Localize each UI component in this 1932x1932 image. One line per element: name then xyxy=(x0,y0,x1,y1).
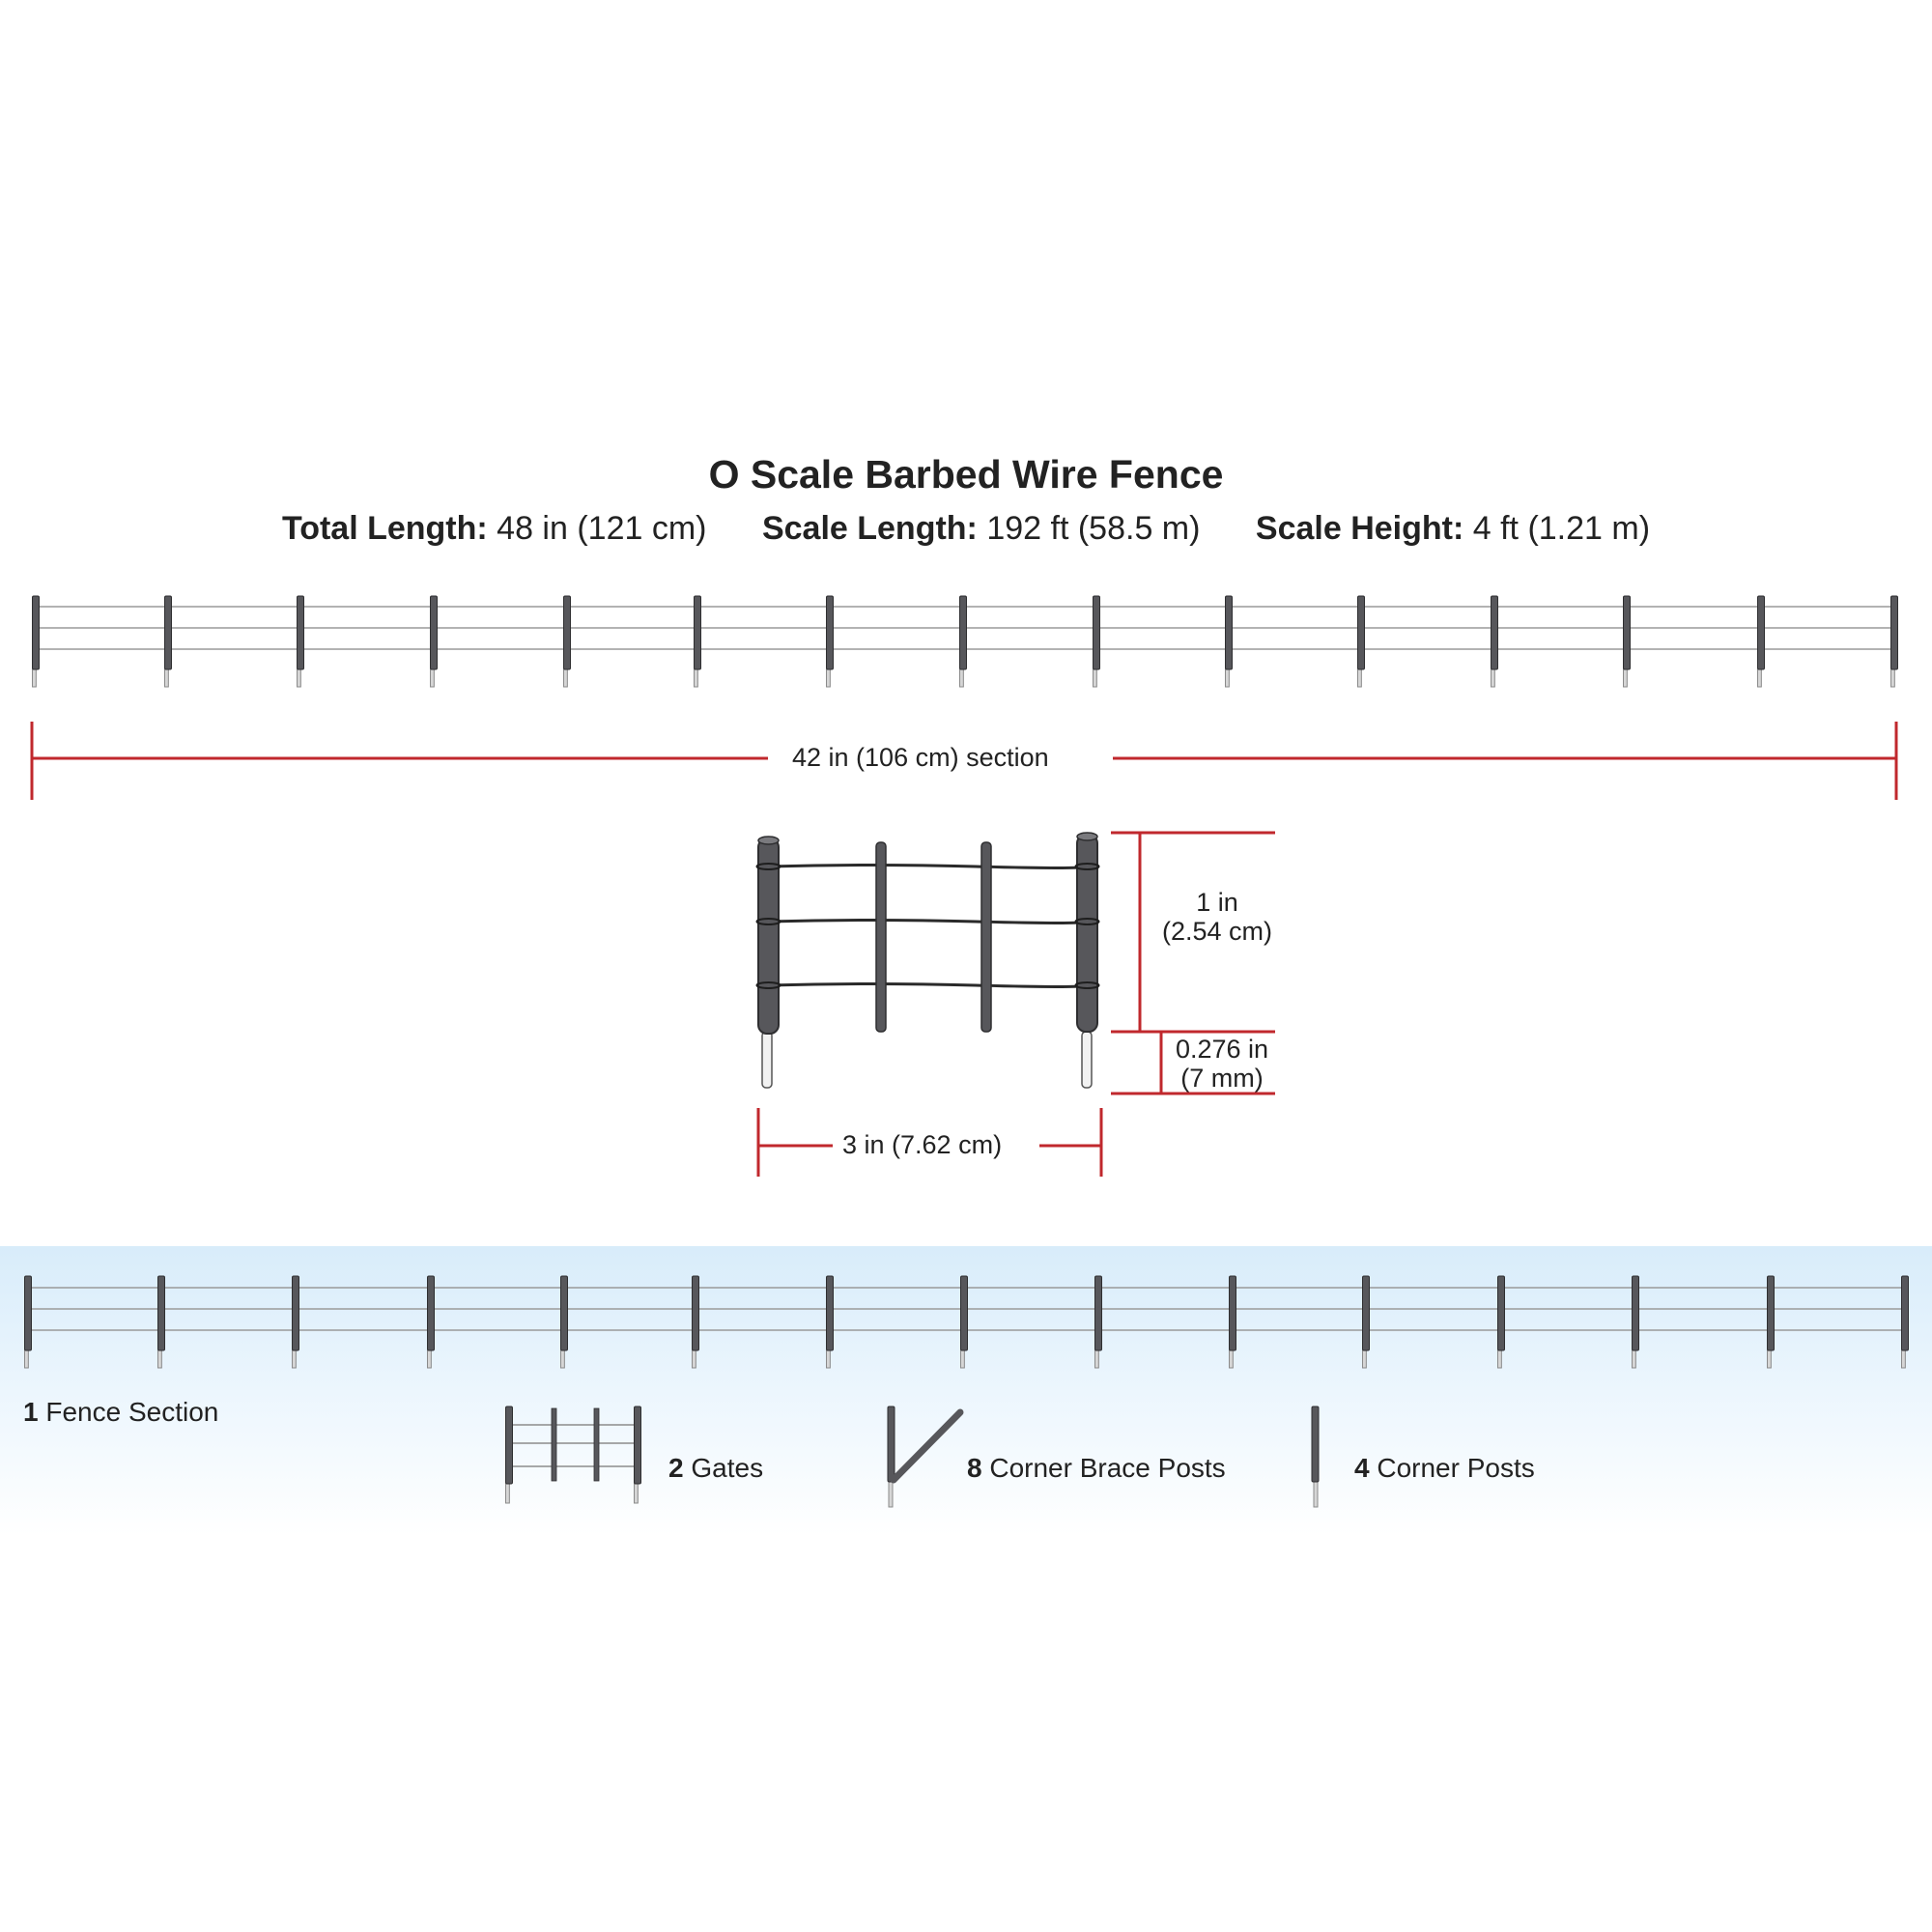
fence-post xyxy=(1758,596,1765,669)
part-gates-label xyxy=(668,1453,763,1484)
post-peg xyxy=(564,669,568,687)
gate-detail xyxy=(757,833,1099,1088)
fence-post xyxy=(1498,1276,1505,1350)
gate-end-post-cap xyxy=(1077,833,1097,840)
fence-post xyxy=(827,596,834,669)
fence-post xyxy=(25,1276,32,1350)
post-peg xyxy=(960,669,964,687)
brace-bar-icon xyxy=(894,1412,960,1480)
gate-end-post xyxy=(758,838,779,1034)
post-peg xyxy=(827,1350,831,1368)
post-peg xyxy=(293,1350,297,1368)
fence-post xyxy=(1358,596,1365,669)
corner-post-icon xyxy=(1312,1406,1319,1482)
post-peg xyxy=(1758,669,1762,687)
post-peg xyxy=(561,1350,565,1368)
gate-stay xyxy=(876,842,886,1032)
post-peg xyxy=(1230,1350,1234,1368)
gate-end-post-cap xyxy=(758,837,779,844)
part-fence-section-label xyxy=(23,1397,218,1428)
gate-wire xyxy=(769,921,1088,923)
corner-brace-post-icon xyxy=(888,1406,895,1482)
spec-value: 4 ft (1.21 m) xyxy=(1472,510,1651,547)
fence-post xyxy=(693,1276,699,1350)
fence-post xyxy=(33,596,40,669)
part-qty: 1 xyxy=(23,1397,39,1427)
post-peg xyxy=(693,1350,696,1368)
gate-icon-stay xyxy=(594,1408,599,1481)
fence-post xyxy=(564,596,571,669)
section-length-label: 42 in (106 cm) section xyxy=(792,743,1049,772)
corner-post-peg xyxy=(1314,1482,1318,1507)
fence-post xyxy=(158,1276,165,1350)
fence-section-parts xyxy=(25,1276,1909,1368)
post-peg xyxy=(1902,1350,1906,1368)
fence-post xyxy=(695,596,701,669)
post-peg xyxy=(298,669,301,687)
fence-post xyxy=(165,596,172,669)
part-qty: 8 xyxy=(967,1453,982,1483)
fence-post xyxy=(1902,1276,1909,1350)
post-peg xyxy=(165,669,169,687)
part-name: Corner Brace Posts xyxy=(989,1453,1226,1483)
post-peg xyxy=(506,1484,510,1503)
post-peg xyxy=(428,1350,432,1368)
gate-post-peg xyxy=(1082,1032,1092,1088)
fence-section-top xyxy=(33,596,1898,687)
part-name: Gates xyxy=(691,1453,764,1483)
post-peg xyxy=(1624,669,1628,687)
part-corner-posts-label xyxy=(1354,1453,1535,1484)
post-peg xyxy=(1094,669,1097,687)
post-peg xyxy=(827,669,831,687)
gate-stay xyxy=(981,842,991,1032)
post-peg xyxy=(961,1350,965,1368)
spec-value: 192 ft (58.5 m) xyxy=(986,510,1201,547)
fence-post xyxy=(506,1406,513,1484)
brace-post-peg xyxy=(889,1482,893,1507)
fence-post xyxy=(961,1276,968,1350)
post-peg xyxy=(1363,1350,1367,1368)
spec-value: 48 in (121 cm) xyxy=(497,510,707,547)
gate-wire xyxy=(769,866,1088,868)
spec-label: Total Length: xyxy=(281,510,488,547)
post-peg xyxy=(1095,1350,1099,1368)
post-peg xyxy=(1358,669,1362,687)
peg-length-metric: (7 mm) xyxy=(1180,1063,1264,1093)
fence-post xyxy=(635,1406,641,1484)
part-qty: 4 xyxy=(1354,1453,1370,1483)
spec-label: Scale Height: xyxy=(1255,510,1464,547)
page-title: O Scale Barbed Wire Fence xyxy=(708,452,1224,497)
post-peg xyxy=(1768,1350,1772,1368)
post-peg xyxy=(25,1350,29,1368)
gate-height-metric: (2.54 cm) xyxy=(1161,916,1273,946)
dimension-lines xyxy=(32,722,1896,1177)
post-peg xyxy=(1498,1350,1502,1368)
fence-post xyxy=(1633,1276,1639,1350)
post-peg xyxy=(1492,669,1495,687)
fence-post xyxy=(1891,596,1898,669)
fence-post xyxy=(827,1276,834,1350)
part-qty: 2 xyxy=(668,1453,684,1483)
fence-post xyxy=(293,1276,299,1350)
fence-post xyxy=(1094,596,1100,669)
post-peg xyxy=(158,1350,162,1368)
fence-post xyxy=(431,596,438,669)
peg-length-label xyxy=(1164,1036,1280,1093)
post-peg xyxy=(695,669,698,687)
post-peg xyxy=(635,1484,639,1503)
post-peg xyxy=(431,669,435,687)
part-name: Corner Posts xyxy=(1377,1453,1535,1483)
fence-post xyxy=(1226,596,1233,669)
gate-wire xyxy=(769,984,1088,987)
fence-post xyxy=(1624,596,1631,669)
fence-post xyxy=(1230,1276,1236,1350)
post-peg xyxy=(1226,669,1230,687)
gate-height-label xyxy=(1154,889,1280,946)
post-peg xyxy=(1891,669,1895,687)
fence-post xyxy=(960,596,967,669)
part-name: Fence Section xyxy=(45,1397,219,1427)
gate-width-label: 3 in (7.62 cm) xyxy=(842,1130,1003,1159)
fence-post xyxy=(1768,1276,1775,1350)
fence-post xyxy=(1363,1276,1370,1350)
gate-icon-stay xyxy=(552,1408,556,1481)
fence-post xyxy=(1095,1276,1102,1350)
fence-post xyxy=(298,596,304,669)
fence-post xyxy=(428,1276,435,1350)
gate-height-value: 1 in xyxy=(1196,888,1238,917)
fence-post xyxy=(1492,596,1498,669)
peg-length-value: 0.276 in xyxy=(1175,1035,1269,1064)
post-peg xyxy=(33,669,37,687)
part-corner-brace-posts-label xyxy=(967,1453,1226,1484)
post-peg xyxy=(1633,1350,1636,1368)
gate-post-peg xyxy=(762,1032,772,1088)
spec-label: Scale Length: xyxy=(761,510,978,547)
fence-post xyxy=(561,1276,568,1350)
